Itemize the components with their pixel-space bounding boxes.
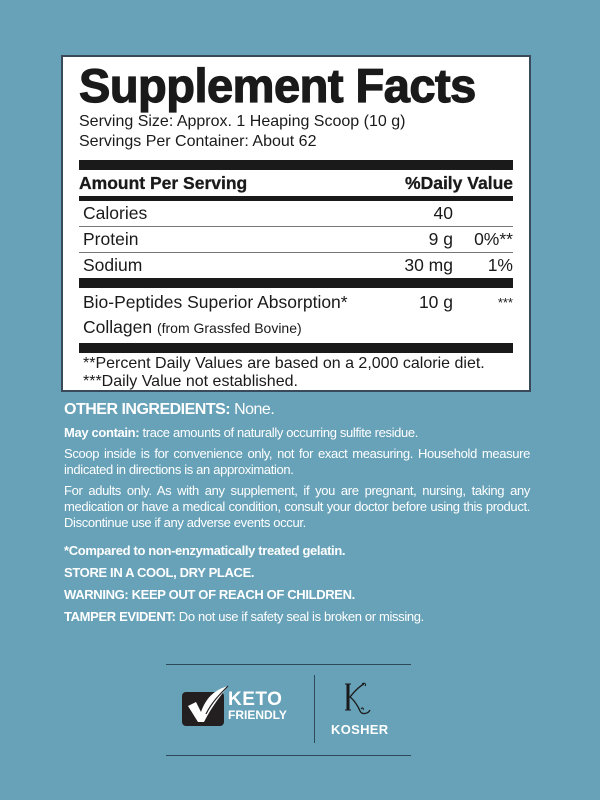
divider-thick: [79, 278, 513, 288]
footnote-not-established: ***Daily Value not established.: [83, 373, 298, 390]
kosher-k-icon: [340, 680, 380, 720]
header-amount-per-serving: Amount Per Serving: [79, 173, 248, 193]
nutrient-dv: [453, 201, 513, 226]
nutrient-amount: 40: [433, 203, 453, 223]
ingredient-amount: 10 g: [418, 292, 453, 312]
ingredient-name: Bio-Peptides Superior Absorption*: [83, 292, 348, 312]
table-header: [79, 170, 513, 196]
keto-check-icon: [182, 692, 224, 726]
serving-size: Serving Size: Approx. 1 Heaping Scoop (10 g): [79, 113, 406, 130]
table-row-collagen: [79, 288, 513, 343]
divider-thick: [79, 160, 513, 170]
keto-label: [228, 691, 287, 722]
keto-line1: KETO: [228, 689, 283, 710]
tamper-text: Do not use if safety seal is broken or missing.: [178, 609, 424, 624]
tamper-evident: [64, 609, 530, 625]
info-section: [64, 400, 530, 630]
keto-line2: FRIENDLY: [228, 708, 287, 722]
table-row-calories: [79, 201, 513, 226]
may-contain-text: trace amounts of naturally occurring sulfite residue.: [142, 425, 419, 440]
kosher-label: KOSHER: [331, 722, 389, 737]
nutrient-amount: 9 g: [428, 229, 453, 249]
adults-note: For adults only. As with any supplement, if you are pregnant, nursing, taking any medication or have a medical condition, consult your doctor before using this product. Discontinue use if any adverse events occur.: [64, 483, 530, 530]
other-ingredients-value: None.: [234, 401, 275, 418]
nutrient-name: Sodium: [83, 255, 143, 275]
nutrient-name: Calories: [83, 203, 148, 223]
table-row-protein: [79, 227, 513, 252]
nutrient-name: Protein: [83, 229, 139, 249]
footnote-dv: **Percent Daily Values are based on a 2,000 calorie diet.: [83, 355, 485, 372]
tamper-label: TAMPER EVIDENT:: [64, 609, 176, 624]
nutrient-dv: 0%**: [474, 229, 513, 249]
scoop-note: Scoop inside is for convenience only, not for exact measuring. Household measure indicated in directions is an approximation.: [64, 446, 530, 477]
badge-divider: [314, 675, 315, 743]
divider-top: [166, 664, 411, 665]
may-contain-label: May contain:: [64, 425, 140, 440]
warning-note: WARNING: KEEP OUT OF REACH OF CHILDREN.: [64, 587, 355, 602]
may-contain: [64, 425, 530, 441]
servings-per-container: Servings Per Container: About 62: [79, 133, 317, 150]
storage-note: STORE IN A COOL, DRY PLACE.: [64, 565, 255, 580]
nutrient-dv: 1%: [487, 255, 513, 275]
other-ingredients-label: OTHER INGREDIENTS:: [64, 401, 231, 418]
panel-title: Supplement Facts: [79, 59, 476, 112]
ingredient-dv: ***: [497, 295, 513, 310]
nutrient-amount: 30 mg: [404, 255, 453, 275]
table-row-sodium: [79, 253, 513, 278]
supplement-facts-panel: [61, 55, 531, 392]
divider-bottom: [166, 755, 411, 756]
compared-note: *Compared to non-enzymatically treated gelatin.: [64, 543, 346, 558]
other-ingredients: [64, 402, 530, 418]
ingredient-source: (from Grassfed Bovine): [156, 320, 302, 336]
ingredient-name-line2: Collagen: [83, 317, 153, 337]
header-daily-value: %Daily Value: [405, 173, 513, 193]
divider-thick: [79, 343, 513, 353]
